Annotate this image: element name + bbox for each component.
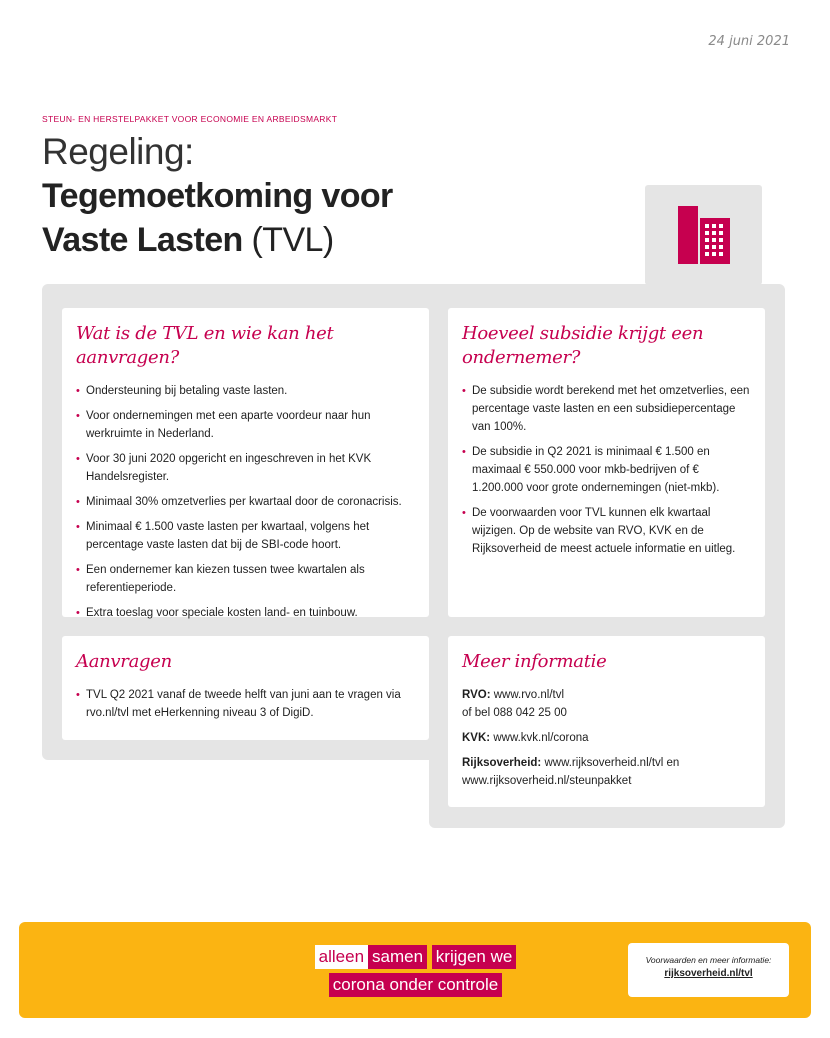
icon-box — [645, 185, 762, 285]
rijksoverheid-tvl-link[interactable]: www.rijksoverheid.nl/tvl en — [544, 757, 680, 769]
list-item: • Een ondernemer kan kiezen tussen twee kwartalen als referentieperiode. — [76, 561, 415, 597]
card-heading: Hoeveel subsidie krijgt een ondernemer? — [462, 323, 704, 368]
footer-info-link[interactable]: rijksoverheid.nl/tvl — [664, 968, 753, 979]
list-item: • Voor ondernemingen met een aparte voordeur naar hun werkruimte in Nederland. — [76, 407, 415, 443]
list-item: • De subsidie in Q2 2021 is minimaal € 1.500 en maximaal € 550.000 voor mkb-bedrijven of € 1.200.000 voor grote ondernemingen (niet-mkb). — [462, 443, 751, 497]
list-item: • Ondersteuning bij betaling vaste lasten. — [76, 382, 415, 400]
title-line-2: Tegemoetkoming voor — [42, 177, 393, 215]
title-line-1: Regeling: — [42, 131, 194, 172]
list-item: • TVL Q2 2021 vanaf de tweede helft van juni aan te vragen via rvo.nl/tvl met eHerkenning niveau 3 of DigiD. — [76, 686, 415, 722]
footer-info-box — [628, 943, 789, 997]
slogan-word: krijgen we — [432, 945, 517, 969]
kvk-label: KVK: — [462, 732, 491, 744]
slogan-word: corona onder controle — [329, 973, 502, 997]
title-line-3 — [42, 218, 393, 262]
bullet-list — [76, 382, 415, 622]
rvo-phone: of bel 088 042 25 00 — [462, 707, 567, 719]
rvo-link[interactable]: www.rvo.nl/tvl — [493, 689, 565, 701]
rvo-label: RVO: — [462, 689, 491, 701]
rvo-info — [462, 686, 751, 722]
bullet-list — [462, 382, 751, 558]
list-item: • Extra toeslag voor speciale kosten land- en tuinbouw. — [76, 604, 415, 622]
title-line-3-thin: (TVL) — [251, 221, 334, 259]
office-building-icon — [676, 204, 732, 266]
kvk-info — [462, 729, 751, 747]
card-hoeveel-subsidie — [448, 308, 765, 617]
bullet-list — [76, 686, 415, 722]
card-heading: Wat is de TVL en wie kan het aanvragen? — [76, 323, 334, 368]
slogan-word: alleen — [315, 945, 368, 969]
card-wat-is-tvl — [62, 308, 429, 617]
list-item: • Voor 30 juni 2020 opgericht en ingeschreven in het KVK Handelsregister. — [76, 450, 415, 486]
footer-info-label: Voorwaarden en meer informatie: — [645, 955, 772, 965]
card-aanvragen — [62, 636, 429, 740]
card-meer-informatie — [448, 636, 765, 807]
kicker-label: STEUN- EN HERSTELPAKKET VOOR ECONOMIE EN ARBEIDSMARKT — [42, 114, 338, 124]
rijksoverheid-info — [462, 754, 751, 790]
kvk-link[interactable]: www.kvk.nl/corona — [493, 732, 589, 744]
list-item: • De subsidie wordt berekend met het omzetverlies, een percentage vaste lasten en een subsidiepercentage van 100%. — [462, 382, 751, 436]
page-title — [42, 130, 393, 262]
card-heading: Aanvragen — [76, 651, 172, 672]
list-item: • Minimaal 30% omzetverlies per kwartaal door de coronacrisis. — [76, 493, 415, 511]
slogan — [303, 943, 528, 999]
list-item: • Minimaal € 1.500 vaste lasten per kwartaal, volgens het percentage vaste lasten dat bij de SBI-code hoort. — [76, 518, 415, 554]
list-item: • De voorwaarden voor TVL kunnen elk kwartaal wijzigen. Op de website van RVO, KVK en de Rijksoverheid de meest actuele informatie en uitleg. — [462, 504, 751, 558]
title-line-3-bold: Vaste Lasten — [42, 221, 243, 259]
slogan-word: samen — [368, 945, 427, 969]
card-heading: Meer informatie — [462, 651, 607, 672]
rijksoverheid-steunpakket-link[interactable]: www.rijksoverheid.nl/steunpakket — [462, 775, 632, 787]
rijksoverheid-label: Rijksoverheid: — [462, 757, 542, 769]
publication-date: 24 juni 2021 — [708, 34, 790, 49]
